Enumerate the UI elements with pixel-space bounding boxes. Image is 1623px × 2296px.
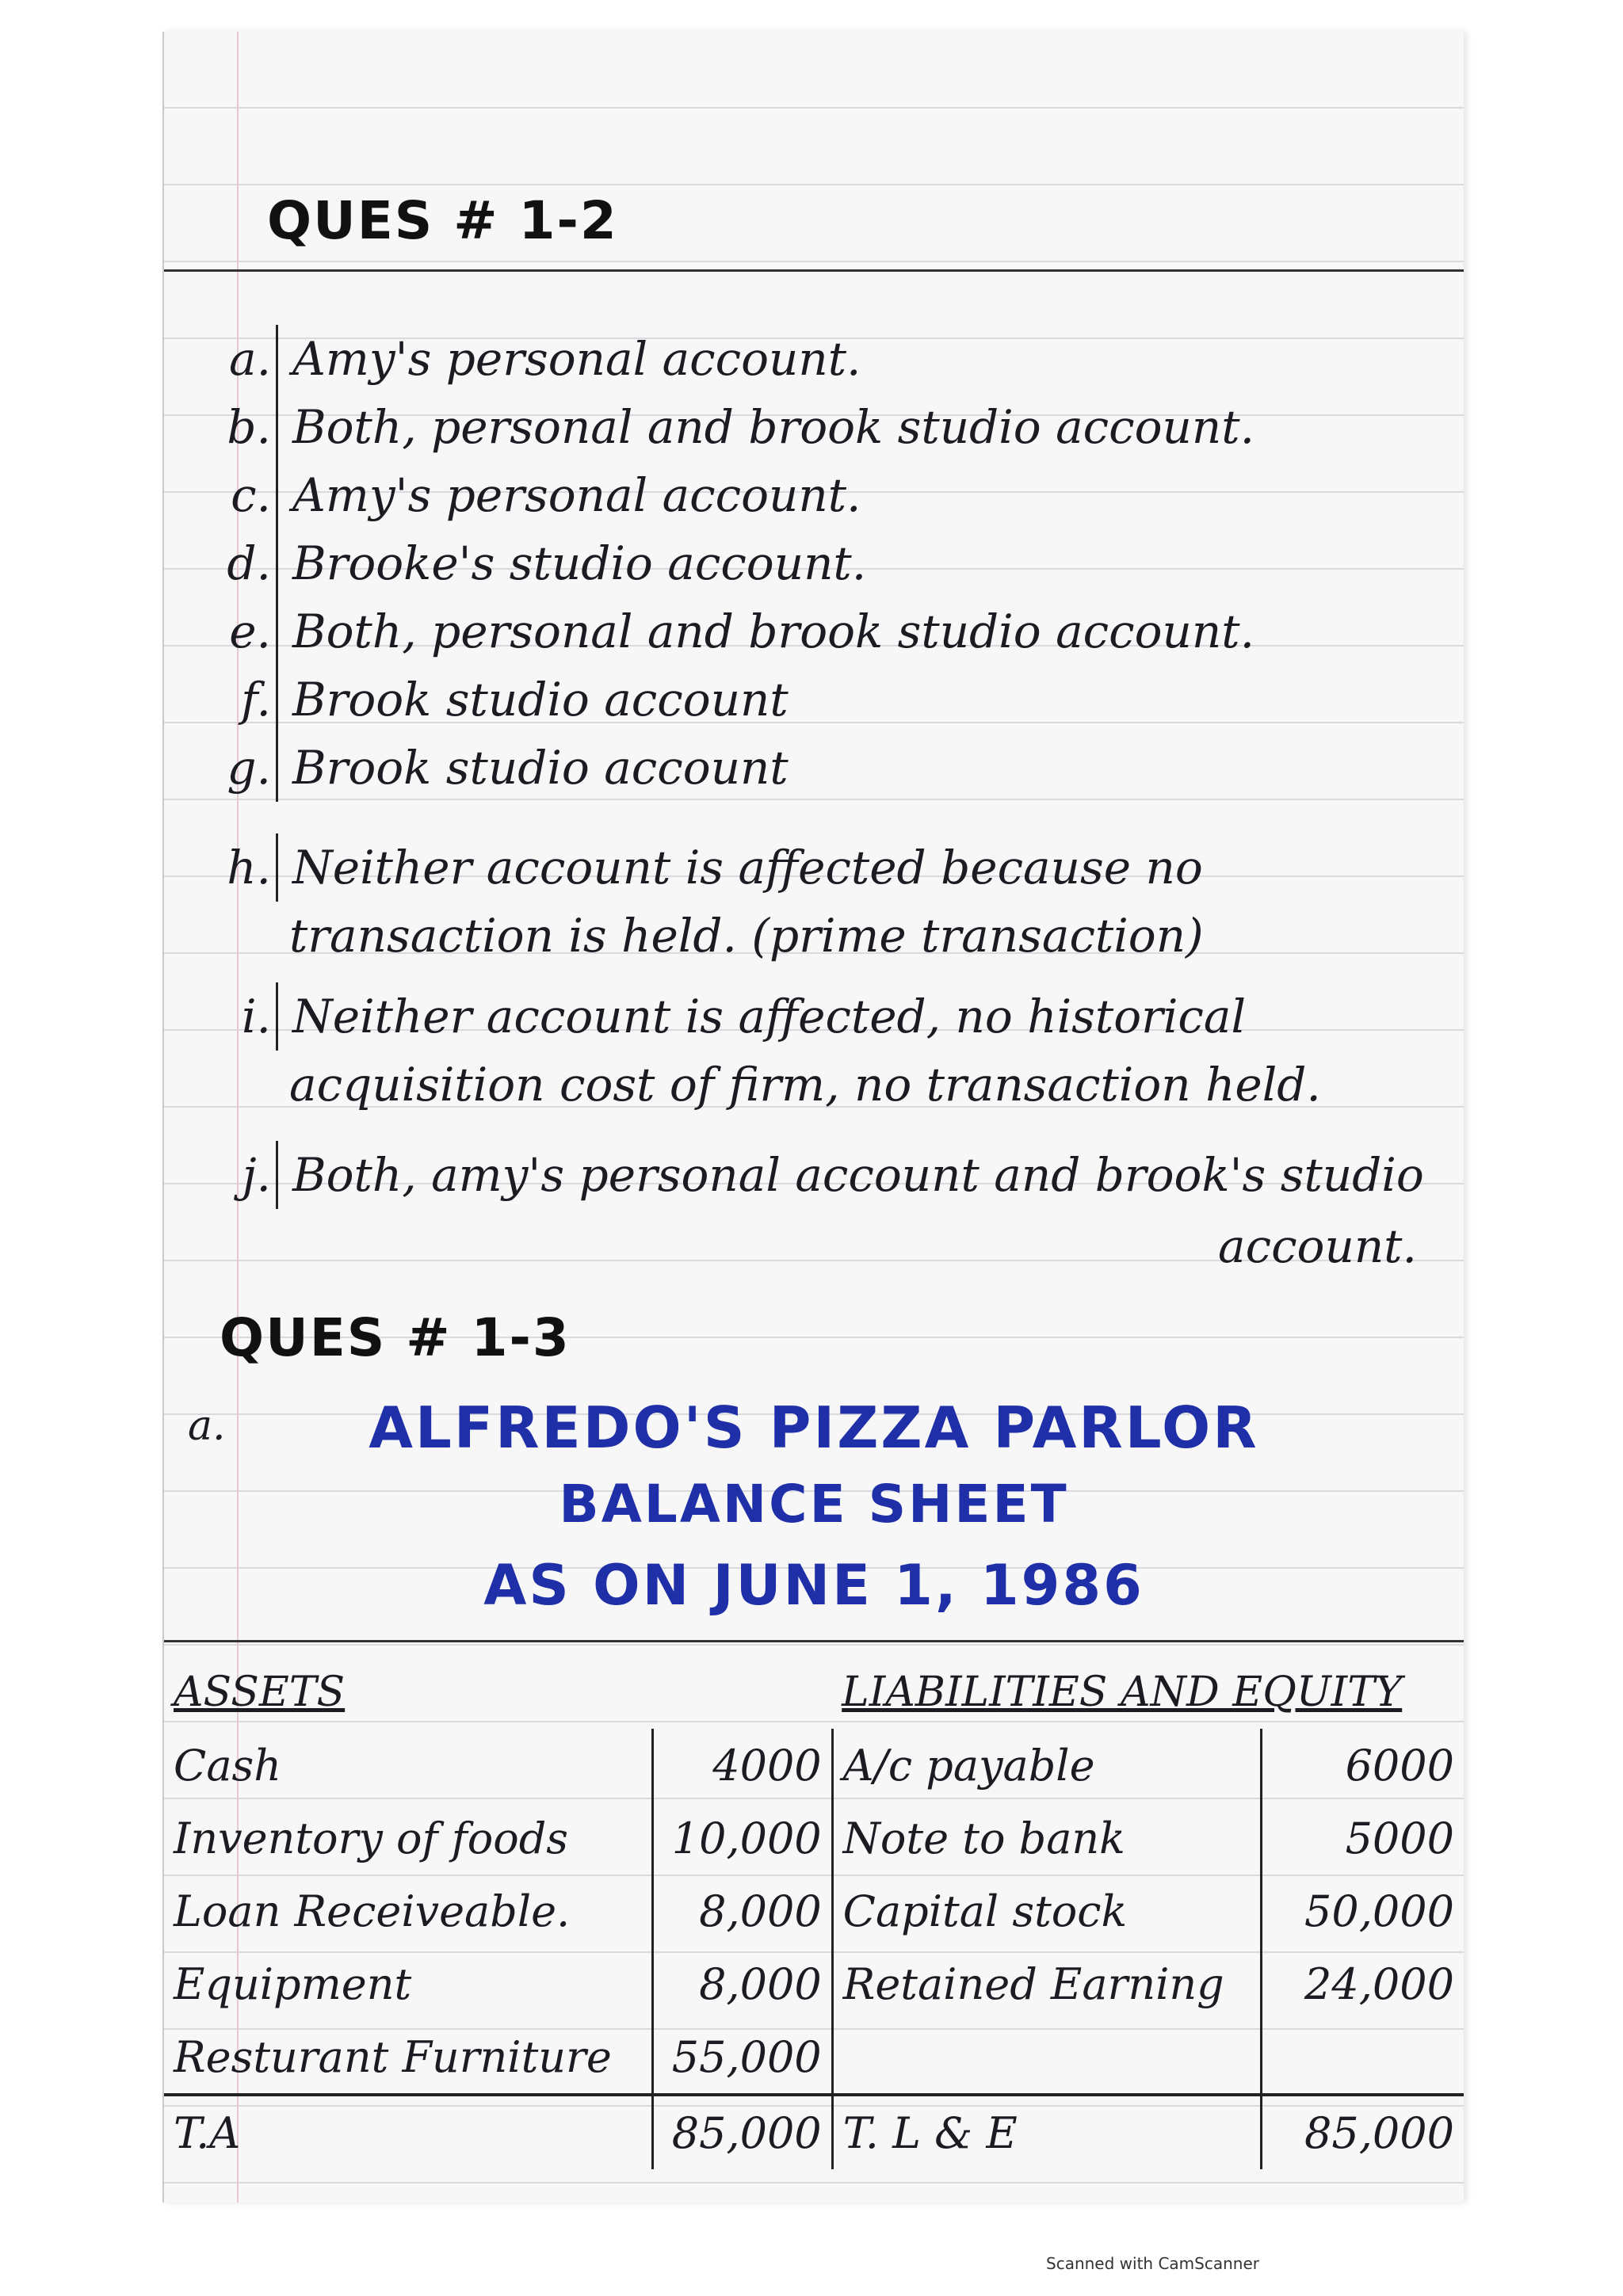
liability-name: A/c payable — [842, 1740, 1095, 1791]
item-mark: i. — [196, 982, 278, 1051]
item-mark: f. — [196, 666, 278, 734]
item-text: Neither account is affected, no historical — [292, 990, 1247, 1043]
item-mark: h. — [196, 833, 278, 902]
answer-g — [196, 734, 789, 802]
scanner-watermark: Scanned with CamScanner — [1046, 2254, 1259, 2273]
item-mark: e. — [196, 597, 278, 666]
item-mark: c. — [196, 461, 278, 529]
answer-h — [196, 833, 1203, 902]
answer-f — [196, 666, 789, 734]
q12-heading: QUES # 1-2 — [267, 190, 618, 251]
asset-amount: 55,000 — [652, 2020, 832, 2095]
item-text: Amy's personal account. — [292, 332, 861, 386]
asset-amount: 4000 — [652, 1729, 832, 1802]
heading-rule — [164, 269, 1464, 272]
table-top-rule — [164, 1640, 1464, 1642]
liability-name: Capital stock — [842, 1886, 1128, 1936]
q13-heading: QUES # 1-3 — [220, 1307, 571, 1368]
answer-i — [196, 982, 1246, 1051]
answer-c — [196, 461, 861, 529]
table-row — [164, 1875, 1464, 1947]
liability-amount — [1262, 2020, 1465, 2095]
liability-amount: 6000 — [1262, 1729, 1465, 1802]
answer-b — [196, 393, 1254, 461]
table-row — [164, 2020, 1464, 2095]
assets-header: ASSETS — [174, 1669, 346, 1716]
asset-amount: 10,000 — [652, 1802, 832, 1875]
item-mark: g. — [196, 734, 278, 802]
answer-i-continued: acquisition cost of firm, no transaction held. — [289, 1058, 1321, 1112]
item-text: Neither account is affected because no — [292, 841, 1203, 894]
item-text: Both, personal and brook studio account. — [292, 400, 1255, 454]
liability-name — [832, 2020, 1261, 2095]
total-le-label: T. L & E — [832, 2095, 1261, 2169]
table-header-row — [164, 1656, 1464, 1729]
notebook-page — [162, 32, 1464, 2203]
asset-amount: 8,000 — [652, 1875, 832, 1947]
answer-j-continued: account. — [1218, 1219, 1417, 1273]
item-text: Brook studio account — [292, 741, 789, 795]
asset-name: Resturant Furniture — [174, 2031, 612, 2082]
item-mark: b. — [196, 393, 278, 461]
balance-sheet-table — [164, 1656, 1464, 2169]
answer-h-continued: transaction is held. (prime transaction) — [289, 909, 1204, 963]
asset-name: Loan Receiveable. — [174, 1886, 571, 1936]
answer-j — [196, 1141, 1424, 1209]
item-mark: a. — [196, 325, 278, 393]
statement-title: BALANCE SHEET — [559, 1474, 1069, 1535]
item-text: Both, personal and brook studio account. — [292, 605, 1255, 658]
answer-a — [196, 325, 861, 393]
table-row — [164, 1802, 1464, 1875]
totals-row — [164, 2095, 1464, 2169]
liability-name: Retained Earning — [842, 1958, 1224, 2009]
asset-name: Inventory of foods — [174, 1813, 568, 1863]
liability-name: Note to bank — [842, 1813, 1125, 1863]
liabilities-header: LIABILITIES AND EQUITY — [842, 1669, 1403, 1716]
item-text: Brooke's studio account. — [292, 536, 867, 590]
company-name: ALFREDO'S PIZZA PARLOR — [369, 1394, 1259, 1461]
total-assets-label: T.A — [164, 2095, 652, 2169]
item-text: Brook studio account — [292, 673, 789, 727]
statement-date: AS ON JUNE 1, 1986 — [483, 1553, 1144, 1618]
item-mark: d. — [196, 529, 278, 597]
answer-d — [196, 529, 866, 597]
liability-amount: 5000 — [1262, 1802, 1465, 1875]
liability-amount: 50,000 — [1262, 1875, 1465, 1947]
asset-name: Cash — [174, 1740, 282, 1791]
answer-e — [196, 597, 1254, 666]
table-row — [164, 1729, 1464, 1802]
asset-name: Equipment — [174, 1958, 412, 2009]
total-assets-amount: 85,000 — [652, 2095, 832, 2169]
item-text: Amy's personal account. — [292, 468, 861, 522]
total-le-amount: 85,000 — [1262, 2095, 1465, 2169]
table-row — [164, 1947, 1464, 2020]
liability-amount: 24,000 — [1262, 1947, 1465, 2020]
item-mark: j. — [196, 1141, 278, 1209]
item-text: Both, amy's personal account and brook's studio — [292, 1148, 1424, 1202]
part-label: a. — [188, 1402, 226, 1450]
asset-amount: 8,000 — [652, 1947, 832, 2020]
assets-amount-header — [652, 1656, 832, 1729]
